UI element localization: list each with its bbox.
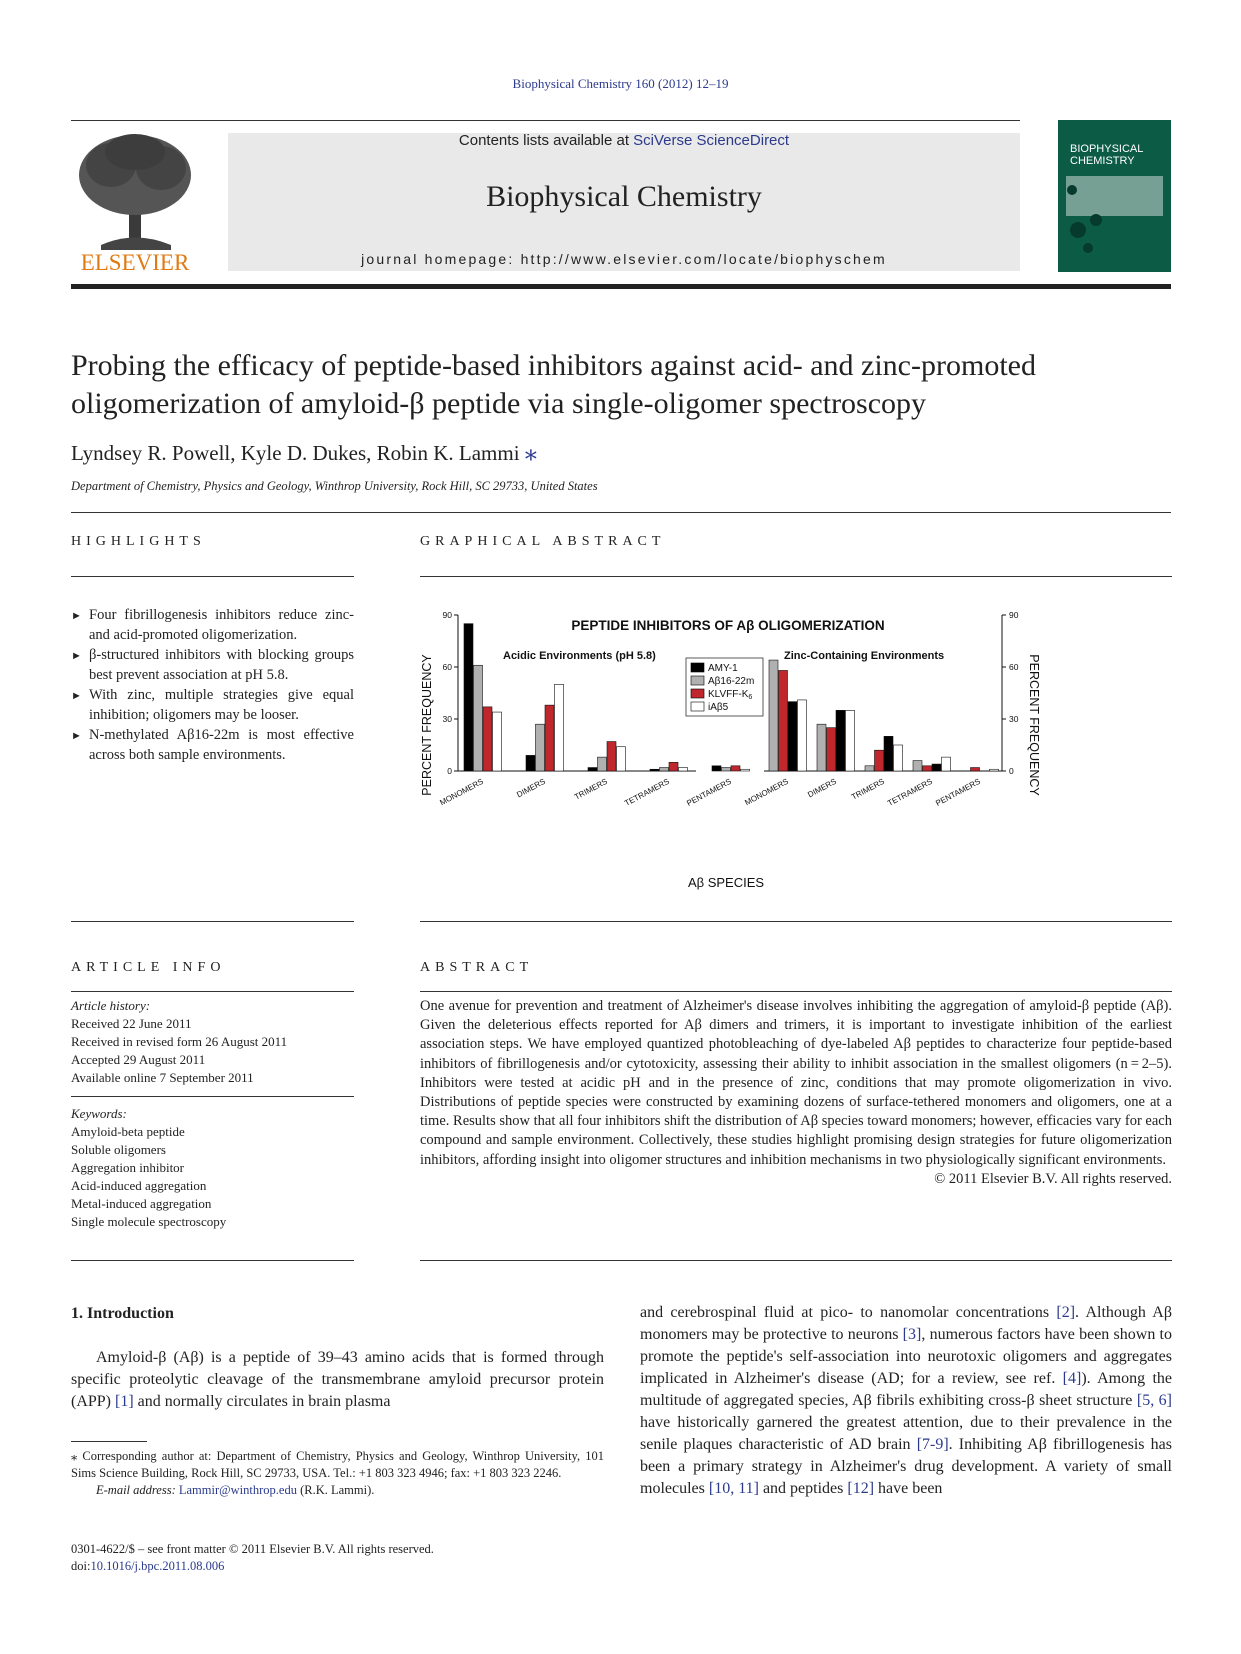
x-tick-label: MONOMERS [743, 776, 790, 808]
doi-line [71, 1558, 434, 1575]
cover-art [1058, 120, 1171, 272]
bar-acidic-2-0 [588, 768, 597, 771]
title-line-2: oligomerization of amyloid-β peptide via single-oligomer spectroscopy [71, 387, 927, 420]
highlight-item: ► Four fibrillogenesis inhibitors reduce zinc- and acid-promoted oligomerization. [71, 605, 354, 645]
footnote [71, 1448, 604, 1499]
reference-link[interactable]: [4] [1062, 1370, 1082, 1387]
email-suffix: (R.K. Lammi). [296, 1483, 375, 1497]
bar-zinc-1-1 [827, 728, 836, 771]
history-item: Available online 7 September 2011 [71, 1070, 254, 1085]
footnote-rule [71, 1441, 147, 1442]
journal-name: Biophysical Chemistry [486, 180, 762, 213]
keyword: Aggregation inhibitor [71, 1160, 185, 1175]
x-tick-label: MONOMERS [438, 776, 485, 808]
intro-text: ). Among the multitude of aggregated species, Aβ fibrils exhibiting cross-β sheet structure [640, 1370, 1173, 1409]
elsevier-wordmark: ELSEVIER [80, 250, 190, 275]
history-label: Article history: [71, 998, 151, 1013]
intro-text: and normally circulates in brain plasma [133, 1393, 391, 1410]
graphical-abstract-chart [418, 605, 1041, 895]
intro-column-1 [71, 1347, 604, 1413]
bar-acidic-1-1 [536, 724, 545, 771]
y-tick-label: 30 [442, 714, 452, 724]
authors-names: Lyndsey R. Powell, Kyle D. Dukes, Robin K. Lammi [71, 441, 520, 465]
chart-legend [686, 658, 763, 716]
highlight-item: ► With zinc, multiple strategies give equal inhibition; oligomers may be looser. [71, 685, 354, 725]
bar-acidic-4-3 [741, 769, 750, 771]
intro-column-2 [640, 1302, 1172, 1500]
x-tick-label: TRIMERS [849, 776, 886, 802]
article-info-rule [71, 991, 354, 992]
legend-label-iabeta5: iAβ5 [708, 702, 729, 713]
y-tick-label: 90 [1009, 610, 1019, 620]
y-tick-label: 30 [1009, 714, 1019, 724]
bar-acidic-4-1 [722, 768, 731, 771]
section-heading-introduction: 1. Introduction [71, 1305, 174, 1322]
front-matter-info [71, 1541, 434, 1575]
bar-acidic-3-1 [660, 768, 669, 771]
legend-label-klvff-k6: KLVFF-$K_6$ [708, 689, 753, 701]
bar-acidic-0-3 [493, 712, 502, 771]
doi-label: doi: [71, 1559, 91, 1573]
footnote-email-line [71, 1482, 604, 1499]
bar-acidic-0-2 [483, 707, 492, 771]
graphical-abstract-bottom-rule [420, 921, 1172, 922]
bar-zinc-0-3 [798, 700, 807, 771]
doi-link[interactable]: 10.1016/j.bpc.2011.08.006 [90, 1559, 225, 1573]
bar-zinc-0-2 [788, 702, 797, 771]
abstract-bottom-rule [420, 1260, 1172, 1261]
reference-link[interactable]: [12] [847, 1480, 875, 1497]
bar-acidic-4-2 [731, 766, 740, 771]
bar-zinc-2-0 [865, 766, 874, 771]
x-tick-label: TETRAMERS [623, 776, 671, 808]
intro-text: and peptides [758, 1480, 848, 1497]
highlights-rule [71, 576, 354, 577]
contents-line [228, 132, 1020, 149]
x-tick-label: PENTAMERS [934, 776, 982, 808]
bar-zinc-2-1 [875, 750, 884, 771]
intro-text: have been [874, 1480, 943, 1497]
bar-zinc-2-2 [884, 736, 893, 771]
keywords-label: Keywords: [71, 1106, 127, 1121]
intro-text: have historically garnered the greatest attention, due to their prevalence in the senile plaques characteristic of AD brain [640, 1414, 1172, 1453]
issn-line: 0301-4622/$ – see front matter © 2011 Elsevier B.V. All rights reserved. [71, 1542, 434, 1556]
cover-title-1: BIOPHYSICAL [1070, 143, 1144, 155]
keyword: Amyloid-beta peptide [71, 1124, 185, 1139]
x-tick-label: DIMERS [515, 776, 547, 800]
intro-text: Amyloid-β (Aβ) is a peptide of 39–43 amino acids that is formed through specific proteolytic cleavage of the transmembrane amyloid precursor protein (APP) [71, 1349, 604, 1410]
y-tick-label: 90 [442, 610, 452, 620]
affiliation: Department of Chemistry, Physics and Geology, Winthrop University, Rock Hill, SC 29733, United States [71, 479, 598, 493]
bar-zinc-0-0 [769, 660, 778, 771]
bar-acidic-0-0 [464, 624, 473, 771]
article-info-bottom-rule [71, 1260, 354, 1261]
graphical-abstract-rule [420, 576, 1172, 577]
highlights-heading: HIGHLIGHTS [71, 534, 206, 549]
article-info [71, 997, 354, 1231]
bar-acidic-2-3 [617, 747, 626, 771]
x-tick-label: TETRAMERS [886, 776, 934, 808]
elsevier-tree-logo-icon [71, 130, 199, 275]
title-rule [71, 512, 1171, 513]
bar-zinc-4-1 [971, 768, 980, 771]
intro-text: , numerous factors have been shown to promote the peptide's self-association into neurotoxic oligomers and aggregates implicated in Alzheimer's disease (AD; for a review, see ref. [640, 1326, 1172, 1387]
panel-title-acidic: Acidic Environments (pH 5.8) [503, 650, 656, 662]
footnote-text: ⁎ Corresponding author at: Department of Chemistry, Physics and Geology, Winthrop University, 101 Sims Science Building, Rock Hill, SC 29733, USA. Tel.: +1 803 323 4946; fax: +1 803 323 2246. [71, 1449, 604, 1480]
reference-link[interactable]: [5, 6] [1136, 1392, 1173, 1409]
title-line-1: Probing the efficacy of peptide-based inhibitors against acid- and zinc-promoted [71, 349, 1036, 382]
cover-title-2: CHEMISTRY [1070, 155, 1135, 167]
highlights-bottom-rule [71, 921, 354, 922]
keyword: Metal-induced aggregation [71, 1196, 212, 1211]
abstract-copyright: © 2011 Elsevier B.V. All rights reserved. [934, 1170, 1172, 1187]
abstract-text: One avenue for prevention and treatment of Alzheimer's disease involves inhibiting the aggregation of amyloid-β peptide (Aβ). Given the deleterious effects reported for Aβ dimers and trimers, it is important to investigate inhibition of the earliest association steps. We have employed quantized photobleaching of dye-labeled Aβ peptides to characterize four peptide-based inhibitors of fibrillogenesis and/or cytotoxicity, assessing their ability to inhibit association in the smallest oligomers (n = 2–5). Inhibitors were tested at acidic pH and in the presence of zinc, conditions that may promote oligomerization in vivo. Distributions of peptide species were constructed by examining dozens of surface-tethered monomers and oligomers, one at a time. Results show that all four inhibitors shift the distribution of Aβ species toward monomers; however, efficacies vary for each compound and sample environment. Collectively, these studies highlight promising design strategies for future oligomerization inhibitors, affording insight into oligomer structures and inhibition mechanisms in two physiologically significant environments. [420, 998, 1172, 1168]
chart-title: PEPTIDE INHIBITORS OF Aβ OLIGOMERIZATION [571, 618, 885, 633]
keyword: Soluble oligomers [71, 1142, 166, 1157]
legend-label-amy1: AMY-1 [708, 663, 738, 674]
legend-swatch-klvff-k6 [691, 689, 704, 698]
header-thick-rule [71, 284, 1171, 289]
y-axis-label-left: PERCENT FREQUENCY [420, 654, 434, 796]
history-item: Received in revised form 26 August 2011 [71, 1034, 288, 1049]
x-tick-label: PENTAMERS [685, 776, 733, 808]
header-rule [71, 120, 1020, 121]
reference-link[interactable]: [7-9] [916, 1436, 949, 1453]
x-tick-label: DIMERS [806, 776, 838, 800]
bar-zinc-3-0 [913, 761, 922, 771]
bar-zinc-1-2 [836, 710, 845, 771]
bar-acidic-2-1 [598, 757, 607, 771]
bar-acidic-3-2 [669, 762, 678, 771]
y-axis-label-right: PERCENT FREQUENCY [1027, 654, 1041, 796]
legend-swatch-iabeta5 [691, 702, 704, 711]
bar-zinc-0-1 [779, 670, 788, 771]
bar-acidic-3-3 [679, 768, 688, 771]
author-list [71, 438, 537, 467]
reference-link[interactable]: [2] [1056, 1304, 1076, 1321]
reference-link[interactable]: [1] [115, 1393, 134, 1410]
history-item: Received 22 June 2011 [71, 1016, 192, 1031]
y-tick-label: 60 [1009, 662, 1019, 672]
legend-swatch-amy1 [691, 663, 704, 672]
keywords-rule [71, 1096, 354, 1097]
highlight-item: ► β-structured inhibitors with blocking groups best prevent association at pH 5.8. [71, 645, 354, 685]
journal-homepage[interactable]: journal homepage: http://www.elsevier.com/locate/biophyschem [361, 251, 887, 267]
contents-prefix: Contents lists available at [458, 132, 634, 149]
highlights-list [71, 605, 354, 765]
bar-zinc-1-0 [817, 724, 826, 771]
bar-acidic-0-1 [474, 665, 483, 771]
history-item: Accepted 29 August 2011 [71, 1052, 206, 1067]
abstract-body [420, 997, 1172, 1189]
x-tick-label: TRIMERS [572, 776, 609, 802]
article-info-heading: ARTICLE INFO [71, 960, 226, 975]
bar-acidic-2-2 [607, 742, 616, 771]
y-tick-label: 60 [442, 662, 452, 672]
legend-label-abeta16-22m: Aβ16-22m [708, 676, 755, 687]
bar-acidic-1-0 [526, 755, 535, 771]
bar-acidic-1-2 [545, 705, 554, 771]
bar-zinc-3-2 [932, 764, 941, 771]
panel-title-zinc: Zinc-Containing Environments [784, 650, 945, 662]
abstract-rule [420, 991, 1172, 992]
bar-zinc-3-1 [923, 766, 932, 771]
bar-acidic-3-0 [650, 769, 659, 771]
sciencedirect-link[interactable]: SciVerse ScienceDirect [633, 132, 790, 149]
email-label: E-mail address: [96, 1483, 179, 1497]
intro-text: and cerebrospinal fluid at pico- to nanomolar concentrations [640, 1304, 1057, 1321]
bar-acidic-4-0 [712, 766, 721, 771]
abstract-heading: ABSTRACT [420, 960, 534, 975]
intro-text: . Inhibiting Aβ fibrillogenesis has been a primary strategy in Alzheimer's drug development. A variety of small molecules [640, 1436, 1172, 1497]
corresponding-author-mark[interactable]: ⁎ [524, 440, 537, 466]
y-tick-label: 0 [447, 766, 452, 776]
keyword: Single molecule spectroscopy [71, 1214, 227, 1229]
x-axis-label: Aβ SPECIES [687, 875, 765, 890]
bar-zinc-3-3 [942, 757, 951, 771]
bar-zinc-2-3 [894, 745, 903, 771]
email-link[interactable]: Lammir@winthrop.edu [178, 1483, 297, 1497]
reference-link[interactable]: [3] [902, 1326, 922, 1343]
intro-text: . Although Aβ monomers may be protective to neurons [640, 1304, 1172, 1343]
legend-swatch-abeta16-22m [691, 676, 704, 685]
graphical-abstract-heading: GRAPHICAL ABSTRACT [420, 534, 666, 549]
reference-link[interactable]: [10, 11] [708, 1480, 759, 1497]
journal-citation[interactable]: Biophysical Chemistry 160 (2012) 12–19 [512, 76, 729, 91]
article-title [71, 347, 1171, 423]
keyword: Acid-induced aggregation [71, 1178, 207, 1193]
bar-zinc-1-3 [846, 710, 855, 771]
bar-acidic-1-3 [555, 684, 564, 771]
journal-cover-thumbnail [1058, 120, 1171, 272]
y-tick-label: 0 [1009, 766, 1014, 776]
bar-zinc-4-3 [990, 769, 999, 771]
highlight-item: ► N-methylated Aβ16-22m is most effective across both sample environments. [71, 725, 354, 765]
